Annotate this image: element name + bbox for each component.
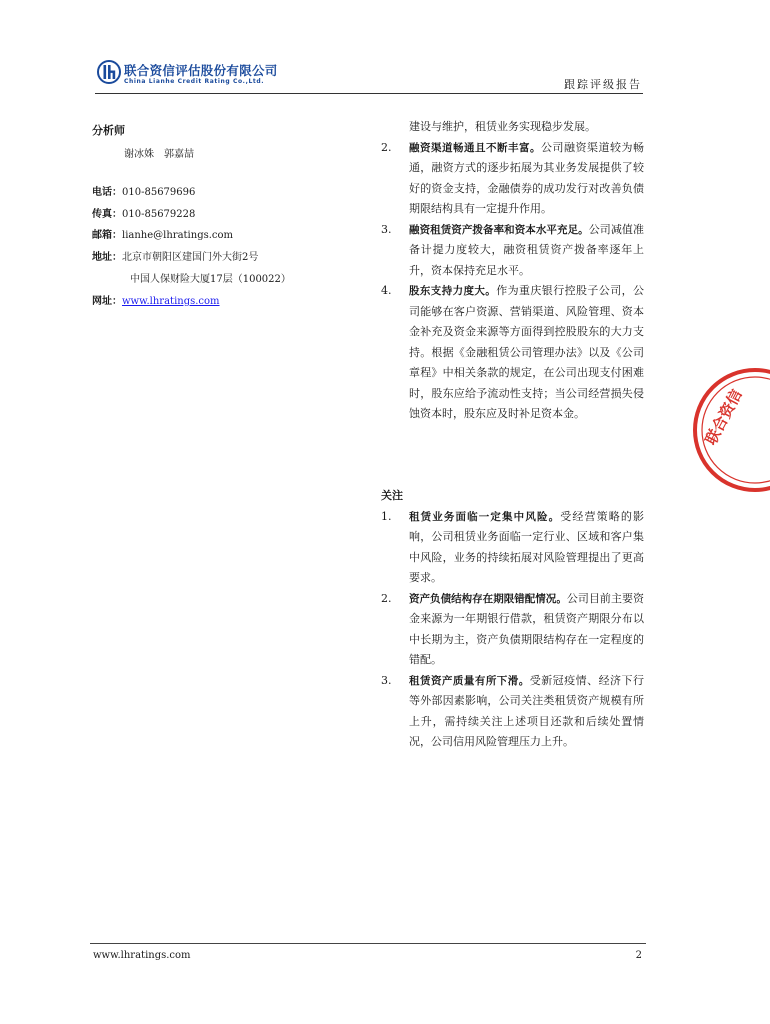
concern-1-number: 1. bbox=[381, 509, 392, 523]
phone-label: 电话： bbox=[92, 187, 122, 198]
strength-1-continued: 建设与维护，租赁业务实现稳步发展。 bbox=[409, 120, 596, 133]
website-label: 网址： bbox=[92, 296, 122, 307]
address-row bbox=[92, 251, 258, 264]
fax-row bbox=[92, 208, 195, 221]
concern-2-heading: 资产负债结构存在期限错配情况。 bbox=[409, 592, 567, 605]
concern-item-1 bbox=[381, 507, 644, 589]
address-line1: 北京市朝阳区建国门外大街2号 bbox=[122, 252, 259, 263]
strength-4-number: 4. bbox=[381, 284, 392, 297]
footer-divider bbox=[90, 943, 646, 944]
concerns-title: 关注 bbox=[381, 489, 403, 502]
strengths-list bbox=[381, 117, 644, 425]
address-label: 地址： bbox=[92, 252, 122, 263]
company-name-cn: 联合资信评估股份有限公司 bbox=[124, 63, 278, 78]
strength-4-text: 作为重庆银行控股子公司，公司能够在客户资源、营销渠道、风险管理、资本金补充及资金来源等方面得到控股股东的大力支持。根据《金融租赁公司管理办法》以及《公司章程》中相关条款的规定，在公司出现支付困难时，股东应给予流动性支持；当公司经营损失侵蚀资本时，股东应及时补足资本金。 bbox=[409, 284, 645, 420]
concern-2-number: 2. bbox=[381, 591, 392, 605]
concern-3-heading: 租赁资产质量有所下滑。 bbox=[409, 674, 530, 687]
concern-1-heading: 租赁业务面临一定集中风险。 bbox=[409, 510, 561, 523]
strength-2-number: 2. bbox=[381, 140, 392, 154]
seal-text: 联合资信 bbox=[701, 386, 746, 448]
company-seal bbox=[680, 360, 770, 500]
header-divider bbox=[95, 93, 643, 94]
company-name-en: China Lianhe Credit Rating Co.,Ltd. bbox=[124, 78, 265, 85]
page-number: 2 bbox=[635, 950, 642, 961]
strength-3-text: 公司减值准备计提力度较大，融资租赁资产拨备率逐年上升，资本保持充足水平。 bbox=[409, 222, 645, 277]
strength-2-heading: 融资渠道畅通且不断丰富。 bbox=[409, 141, 541, 154]
report-type: 跟踪评级报告 bbox=[564, 78, 642, 91]
concern-2-text: 公司目前主要资金来源为一年期银行借款，租赁资产期限分布以中长期为主，资产负债期限结构存在一定程度的错配。 bbox=[409, 591, 645, 666]
strength-4-heading: 股东支持力度大。 bbox=[409, 285, 497, 297]
phone-value: 010-85679696 bbox=[122, 187, 196, 198]
address-line2: 中国人保财险大厦17层（100022） bbox=[130, 274, 291, 285]
strength-3-number: 3. bbox=[381, 222, 392, 236]
strength-item-3 bbox=[381, 220, 644, 282]
phone-row bbox=[92, 186, 195, 199]
fax-label: 传真： bbox=[92, 209, 122, 220]
concern-3-text: 受新冠疫情、经济下行等外部因素影响，公司关注类租赁资产规模有所上升，需持续关注上述项目还款和后续处置情况，公司信用风险管理压力上升。 bbox=[409, 673, 645, 748]
company-logo-icon bbox=[97, 60, 121, 84]
strength-item-2 bbox=[381, 138, 644, 220]
strength-3-heading: 融资租赁资产拨备率和资本水平充足。 bbox=[409, 223, 589, 236]
email-value: lianhe@lhratings.com bbox=[122, 230, 234, 241]
analyst-names: 谢冰姝 郭嘉喆 bbox=[124, 149, 194, 160]
concern-3-number: 3. bbox=[381, 673, 392, 687]
fax-value: 010-85679228 bbox=[122, 209, 196, 220]
strength-item-4 bbox=[381, 281, 644, 425]
concern-1-text: 受经营策略的影响，公司租赁业务面临一定行业、区域和客户集中风险，业务的持续拓展对风险管理提出了更高要求。 bbox=[409, 509, 645, 584]
email-label: 邮箱： bbox=[92, 230, 122, 241]
concerns-list bbox=[381, 486, 644, 753]
concern-item-2 bbox=[381, 589, 644, 671]
analyst-label: 分析师 bbox=[92, 124, 125, 137]
email-row bbox=[92, 229, 233, 242]
website-row bbox=[92, 295, 220, 308]
strength-2-text: 公司融资渠道较为畅通，融资方式的逐步拓展为其业务发展提供了较好的资金支持，金融债券的成功发行对改善负债期限结构具有一定提升作用。 bbox=[409, 140, 644, 215]
footer-url[interactable]: www.lhratings.com bbox=[93, 950, 191, 961]
concern-item-3 bbox=[381, 671, 644, 753]
website-link[interactable]: www.lhratings.com bbox=[122, 296, 220, 307]
